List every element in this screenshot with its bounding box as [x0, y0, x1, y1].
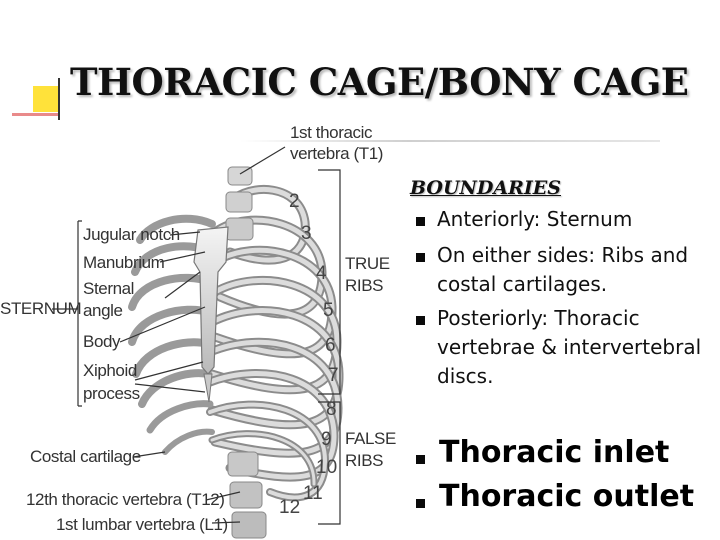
label-true-ribs-2: RIBS [345, 276, 384, 295]
label-first-thoracic-vertebra [290, 124, 372, 141]
label-costal-cartilage: Costal cartilage [30, 447, 141, 466]
label-false-ribs: FALSE [345, 429, 396, 448]
label-line: 1st thoracic [290, 123, 373, 142]
rib-number: 4 [316, 263, 327, 284]
rib-number: 3 [301, 223, 312, 244]
rib-number: 5 [323, 300, 334, 321]
label-sternum: STERNUM [0, 299, 82, 318]
boundary-anterior: Anteriorly: Sternum [437, 207, 633, 231]
boundary-posterior: Posteriorly: Thoracic [437, 306, 640, 330]
rib-number: 9 [321, 429, 332, 450]
bullet-square [416, 455, 425, 464]
section-heading-boundaries: BOUNDARIES [410, 177, 561, 199]
rib-number: 10 [316, 457, 338, 478]
rib-number: 12 [279, 497, 301, 518]
bullet-square [416, 217, 425, 226]
opening-outlet: Thoracic outlet [439, 479, 695, 514]
label-jugular-notch: Jugular notch [83, 225, 180, 244]
boundary-lateral-cont: costal cartilages. [437, 272, 608, 296]
label-xiphoid: Xiphoid [83, 361, 137, 380]
label-manubrium: Manubrium [83, 253, 165, 272]
label-sternal-angle-2: angle [83, 301, 123, 320]
rib-number: 2 [289, 191, 300, 212]
label-l1: 1st lumbar vertebra (L1) [56, 515, 228, 534]
rib-number: 8 [326, 399, 337, 420]
label-sternal-angle: Sternal [83, 279, 135, 298]
rib-number: 11 [303, 483, 323, 504]
bullet-square [416, 499, 425, 508]
rib-number: 7 [328, 365, 339, 386]
opening-inlet: Thoracic inlet [439, 435, 670, 470]
label-false-ribs-2: RIBS [345, 451, 384, 470]
boundary-lateral: On either sides: Ribs and [437, 243, 689, 267]
rib-cage-illustration [0, 112, 404, 540]
thoracic-cage-figure [0, 112, 404, 540]
bullet-square [416, 253, 425, 262]
rib-number: 6 [325, 335, 336, 356]
slide-title: THORACIC CAGE/BONY CAGE [70, 60, 689, 104]
boundary-posterior-cont-2: discs. [437, 364, 494, 388]
label-t12: 12th thoracic vertebra (T12) [26, 490, 225, 509]
label-xiphoid-2: process [83, 384, 140, 403]
accent-square [33, 86, 59, 112]
bullet-square [416, 316, 425, 325]
label-true-ribs: TRUE [345, 254, 390, 273]
label-body: Body [83, 332, 121, 351]
label-line: vertebra (T1) [290, 144, 384, 163]
boundary-posterior-cont: vertebrae & intervertebral [437, 335, 702, 359]
label-first-thoracic-vertebra-2 [290, 145, 383, 162]
